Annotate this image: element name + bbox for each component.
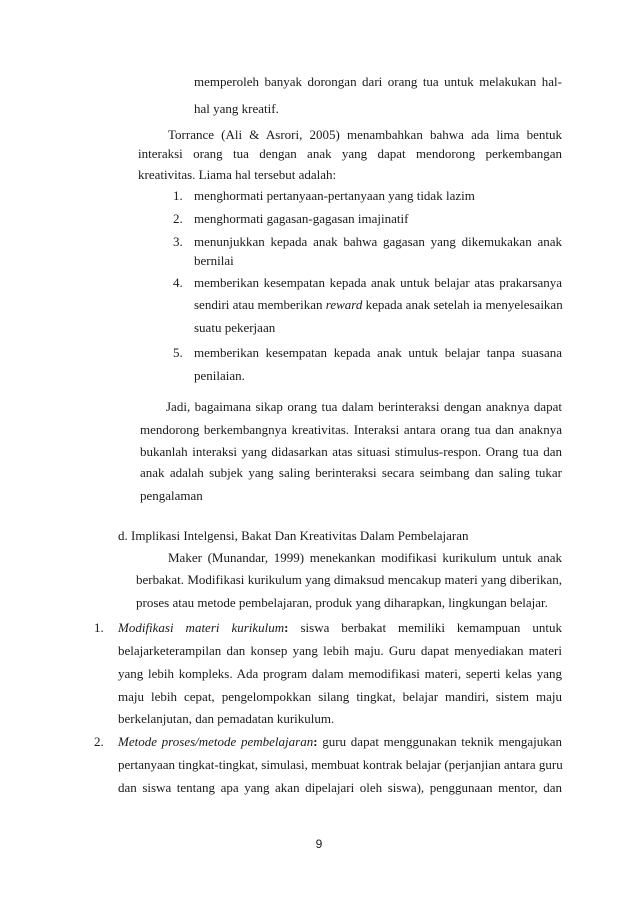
list-item: menghormati pertanyaan-pertanyaan yang tidak lazim (194, 188, 475, 203)
body-line: memperoleh banyak dorongan dari orang tua untuk melakukan hal- (194, 74, 562, 89)
page-number: 9 (315, 837, 323, 851)
list-item: memberikan kesempatan kepada anak untuk belajar tanpa suasana (194, 345, 562, 360)
paragraph-line: Jadi, bagaimana sikap orang tua dalam berinteraksi dengan anaknya dapat (166, 399, 562, 414)
list-text: sendiri atau memberikan (194, 297, 323, 312)
paragraph-line: anak adalah subjek yang saling berinteraksi secara seimbang dan saling tukar (140, 465, 562, 480)
list-item: yang lebih kompleks. Ada program dalam memodifikasi materi, seperti kelas yang (118, 666, 562, 681)
paragraph-line: kreativitas. Liama hal tersebut adalah: (138, 167, 337, 182)
list-term: Metode proses/metode pembelajaran (118, 734, 314, 749)
list-item: menunjukkan kepada anak bahwa gagasan yang dikemukakan anak (194, 234, 562, 249)
list-item: menghormati gagasan-gagasan imajinatif (194, 211, 409, 226)
list-number: 4. (173, 275, 183, 290)
list-item: bernilai (194, 253, 234, 268)
paragraph-line: mendorong berkembangnya kreativitas. Interaksi antara orang tua dan anaknya (140, 422, 562, 437)
list-term: Modifikasi materi kurikulum (118, 620, 285, 635)
paragraph-line: berbakat. Modifikasi kurikulum yang dimaksud mencakup materi yang diberikan, (136, 572, 562, 587)
paragraph-line: Torrance (Ali & Asrori, 2005) menambahkan bahwa ada lima bentuk (168, 127, 562, 142)
list-number: 2. (173, 211, 183, 226)
list-item-mixed (194, 297, 562, 313)
colon: : (313, 734, 318, 749)
list-item: pertanyaan tingkat-tingkat, simulasi, membuat kontrak belajar (perjanjian antara guru (118, 757, 563, 772)
list-number: 1. (173, 188, 183, 203)
paragraph-line: Maker (Munandar, 1999) menekankan modifikasi kurikulum untuk anak (168, 550, 562, 565)
paragraph-line: bukanlah interaksi yang didasarkan atas situasi stimulus-respon. Orang tua dan (140, 444, 562, 459)
list-number: 1. (94, 620, 104, 635)
paragraph-line: pengalaman (140, 488, 203, 503)
paragraph-line: interaksi orang tua dengan anak yang dapat mendorong perkembangan (138, 146, 562, 161)
list-item-first-line (118, 620, 562, 636)
list-item-first-line (118, 734, 562, 750)
body-line: hal yang kreatif. (194, 101, 279, 116)
reward-term: reward (325, 297, 363, 312)
list-item: suatu pekerjaan (194, 320, 276, 335)
list-number: 3. (173, 234, 183, 249)
paragraph-line: proses atau metode pembelajaran, produk yang diharapkan, lingkungan belajar. (136, 595, 548, 610)
section-heading: d. Implikasi Intelgensi, Bakat Dan Kreativitas Dalam Pembelajaran (118, 528, 469, 543)
list-text: kepada anak setelah ia menyelesaikan (365, 297, 563, 312)
list-item: penilaian. (194, 368, 245, 383)
list-text: guru dapat menggunakan teknik mengajukan (322, 734, 562, 749)
list-text: siswa berbakat memiliki kemampuan untuk (300, 620, 562, 635)
list-item: dan siswa tentang apa yang akan dipelajari oleh siswa), penggunaan mentor, dan (118, 780, 562, 795)
list-item: memberikan kesempatan kepada anak untuk belajar atas prakarsanya (194, 275, 562, 290)
list-item: maju lebih cepat, pengelompokkan silang tingkat, belajar mandiri, sistem maju (118, 689, 562, 704)
list-item: berkelanjutan, dan pemadatan kurikulum. (118, 711, 335, 726)
list-number: 5. (173, 345, 183, 360)
list-item: belajarketerampilan dan konsep yang lebih maju. Guru dapat menyediakan materi (118, 643, 562, 658)
colon: : (284, 620, 289, 635)
list-number: 2. (94, 734, 104, 749)
